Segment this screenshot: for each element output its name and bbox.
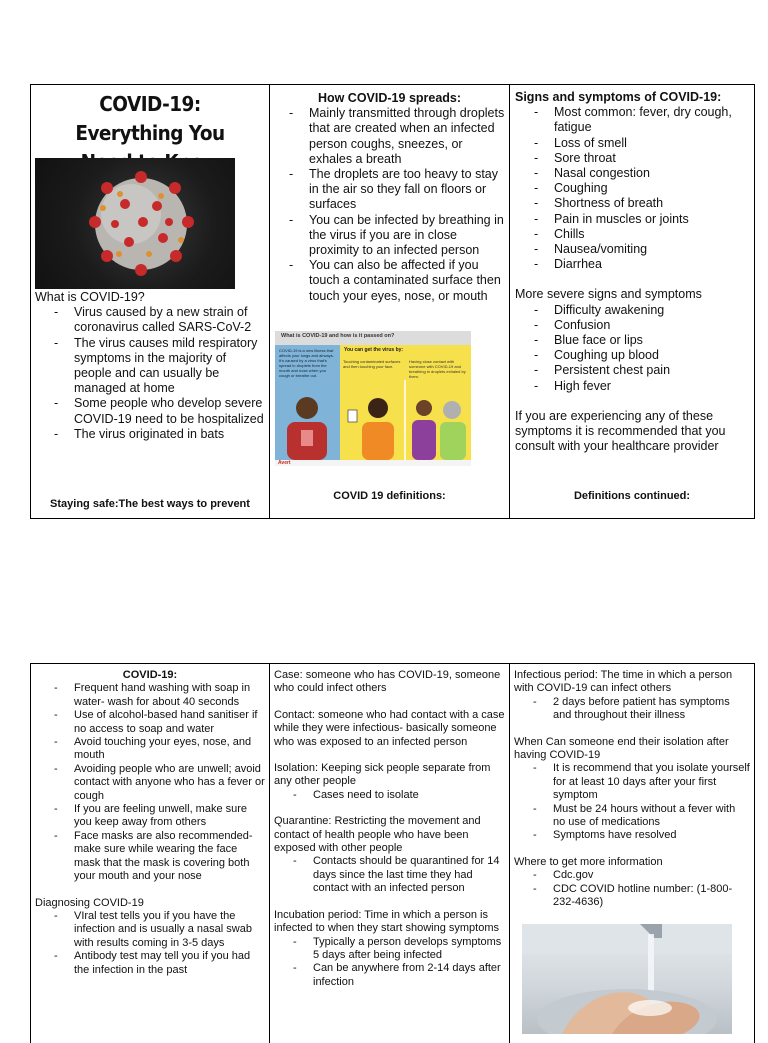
footer-label: COVID 19 definitions:	[333, 489, 446, 502]
section-heading: COVID-19:	[122, 669, 178, 681]
transmission-infographic	[275, 331, 471, 466]
list-item: - Must be 24 hours without a fever with no use of medications	[514, 803, 750, 830]
advice-text: If you are experiencing any of these symptoms it is recommended that you consult with your healthcare provider	[515, 408, 726, 454]
list-item: - Shortness of breath	[515, 196, 749, 211]
list-item: - Contacts should be quarantined for 14 days since the last time they had contact with an infected person	[274, 855, 505, 895]
list-item: - Nasal congestion	[515, 166, 749, 181]
bottom-column-prevention	[31, 664, 269, 1043]
severe-symptom-list	[515, 303, 749, 394]
list-item: - VIral test tells you if you have the infection and is usually a nasal swab with results coming in 3-5 days	[35, 910, 265, 950]
list-item: - Coughing up blood	[515, 348, 749, 363]
end-isolation-heading: When Can someone end their isolation after having COVID-19	[514, 735, 729, 762]
definition-incubation: Incubation period: Time in which a person is infected to when they start showing symptoms	[274, 908, 499, 935]
list-item: - Can be anywhere from 2-14 days after infection	[274, 962, 505, 989]
list-item: - Avoid touching your eyes, nose, and mouth	[35, 736, 265, 763]
list-item: - You can also be affected if you touch a contaminated surface then touch your eyes, nose, or mouth	[270, 258, 505, 304]
definition-infectious-period: Infectious period: The time in which a person with COVID-19 can infect others	[514, 669, 733, 695]
list-item: - Mainly transmitted through droplets that are created when an infected person coughs, sneezes, or exhales a breath	[270, 106, 505, 167]
list-item: - Symptoms have resolved	[514, 829, 750, 842]
list-item: - Sore throat	[515, 151, 749, 166]
quarantine-list	[274, 855, 505, 895]
bottom-column-definitions	[269, 664, 509, 1043]
list-item: - Some people who develop severe COVID-19 need to be hospitalized	[35, 396, 265, 426]
top-column-spread	[269, 85, 509, 518]
infographic-right-heading: You can get the virus by:	[344, 347, 404, 353]
footer-label: Staying safe:The best ways to prevent	[50, 497, 250, 510]
definition-contact: Contact: someone who had contact with a case while they were infectious- basically someone who was exposed to an infected person	[274, 708, 505, 748]
list-item: - Diarrhea	[515, 257, 749, 272]
definition-isolation: Isolation: Keeping sick people separate from any other people	[274, 762, 491, 788]
list-item: - High fever	[515, 379, 749, 394]
list-item: - Blue face or lips	[515, 333, 749, 348]
list-item: - Loss of smell	[515, 136, 749, 151]
more-info-heading: Where to get more information	[514, 855, 663, 868]
list-item: - Use of alcohol-based hand sanitiser if no access to soap and water	[35, 709, 265, 736]
list-item: - The virus originated in bats	[35, 427, 265, 442]
brochure-title: COVID-19: Everything You	[75, 92, 225, 145]
severe-heading: More severe signs and symptoms	[515, 287, 702, 302]
list-item: - Virus caused by a new strain of coronavirus called SARS-CoV-2	[35, 305, 265, 335]
infographic-title: What is COVID-19 and how is it passed on?	[275, 331, 471, 345]
incubation-list	[274, 936, 505, 990]
list-item: - Frequent hand washing with soap in water- wash for about 40 seconds	[35, 682, 265, 709]
list-item: - Difficulty awakening	[515, 303, 749, 318]
coronavirus-illustration	[35, 158, 235, 289]
symptom-list	[515, 105, 749, 272]
list-item: - Face masks are also recommended- make sure while wearing the face mask that the mask is covering both your mouth and your nose	[35, 830, 265, 884]
spread-list	[270, 106, 505, 304]
section-heading: How COVID-19 spreads:	[317, 91, 462, 105]
list-item: - Nausea/vomiting	[515, 242, 749, 257]
intro-list	[35, 305, 265, 442]
infographic-left-text: COVID-19 is a new illness that affects your lungs and airways. It's caused by a virus that's spread in droplets from the mouth and nose when you cough or breathe out.	[279, 348, 334, 378]
footer-label: Definitions continued:	[573, 489, 691, 502]
list-item: - Persistent chest pain	[515, 363, 749, 378]
bottom-column-definitions-continued	[509, 664, 754, 1043]
list-item: - CDC COVID hotline number: (1-800-232-4636)	[514, 883, 750, 910]
prevention-list	[35, 682, 265, 883]
list-item: - Most common: fever, dry cough, fatigue	[515, 105, 749, 135]
list-item: - It is recommend that you isolate yourself for at least 10 days after your first symptom	[514, 762, 750, 802]
definition-quarantine: Quarantine: Restricting the movement and contact of health people who have been exposed with other people	[274, 815, 481, 855]
intro-heading: What is COVID-19?	[35, 290, 145, 304]
list-item: - Pain in muscles or joints	[515, 212, 749, 227]
list-item: - Coughing	[515, 181, 749, 196]
more-info-list	[514, 869, 750, 909]
hand-washing-photo	[522, 924, 732, 1034]
top-column-intro	[31, 85, 269, 518]
list-item: - Cdc.gov	[514, 869, 750, 882]
list-item: - Cases need to isolate	[274, 789, 505, 802]
list-item: - 2 days before patient has symptoms and throughout their illness	[514, 696, 750, 723]
list-item: - Confusion	[515, 318, 749, 333]
infographic-item-1: Touching contaminated surfaces and then touching your face.	[343, 359, 401, 369]
list-item: - The virus causes mild respiratory symptoms in the majority of people and can usually be managed at home	[35, 336, 265, 397]
definition-case: Case: someone who has COVID-19, someone who could infect others	[274, 669, 501, 695]
list-item: - The droplets are too heavy to stay in the air so they fall on floors or surfaces	[270, 167, 505, 213]
bottom-brochure-panel	[30, 663, 755, 1043]
infectious-list	[514, 696, 750, 723]
end-isolation-list	[514, 762, 750, 842]
list-item: - You can be infected by breathing in the virus if you are in close proximity to an infected person	[270, 213, 505, 259]
list-item: - Antibody test may tell you if you had the infection in the past	[35, 950, 265, 977]
list-item: - Typically a person develops symptoms 5 days after being infected	[274, 936, 505, 963]
top-column-symptoms	[509, 85, 754, 518]
diagnosis-heading: Diagnosing COVID-19	[35, 896, 144, 909]
infographic-item-2: Having close contact with someone with COVID-19 and breathing in droplets exhaled by them.	[409, 359, 466, 379]
list-item: - If you are feeling unwell, make sure you keep away from others	[35, 803, 265, 830]
list-item: - Avoiding people who are unwell; avoid contact with anyone who has a fever or cough	[35, 763, 265, 803]
section-heading: Signs and symptoms of COVID-19:	[515, 90, 722, 104]
list-item: - Chills	[515, 227, 749, 242]
infographic-brand: Avert	[278, 460, 291, 466]
isolation-list	[274, 789, 505, 802]
top-brochure-panel	[30, 84, 755, 519]
diagnosis-list	[35, 910, 265, 977]
